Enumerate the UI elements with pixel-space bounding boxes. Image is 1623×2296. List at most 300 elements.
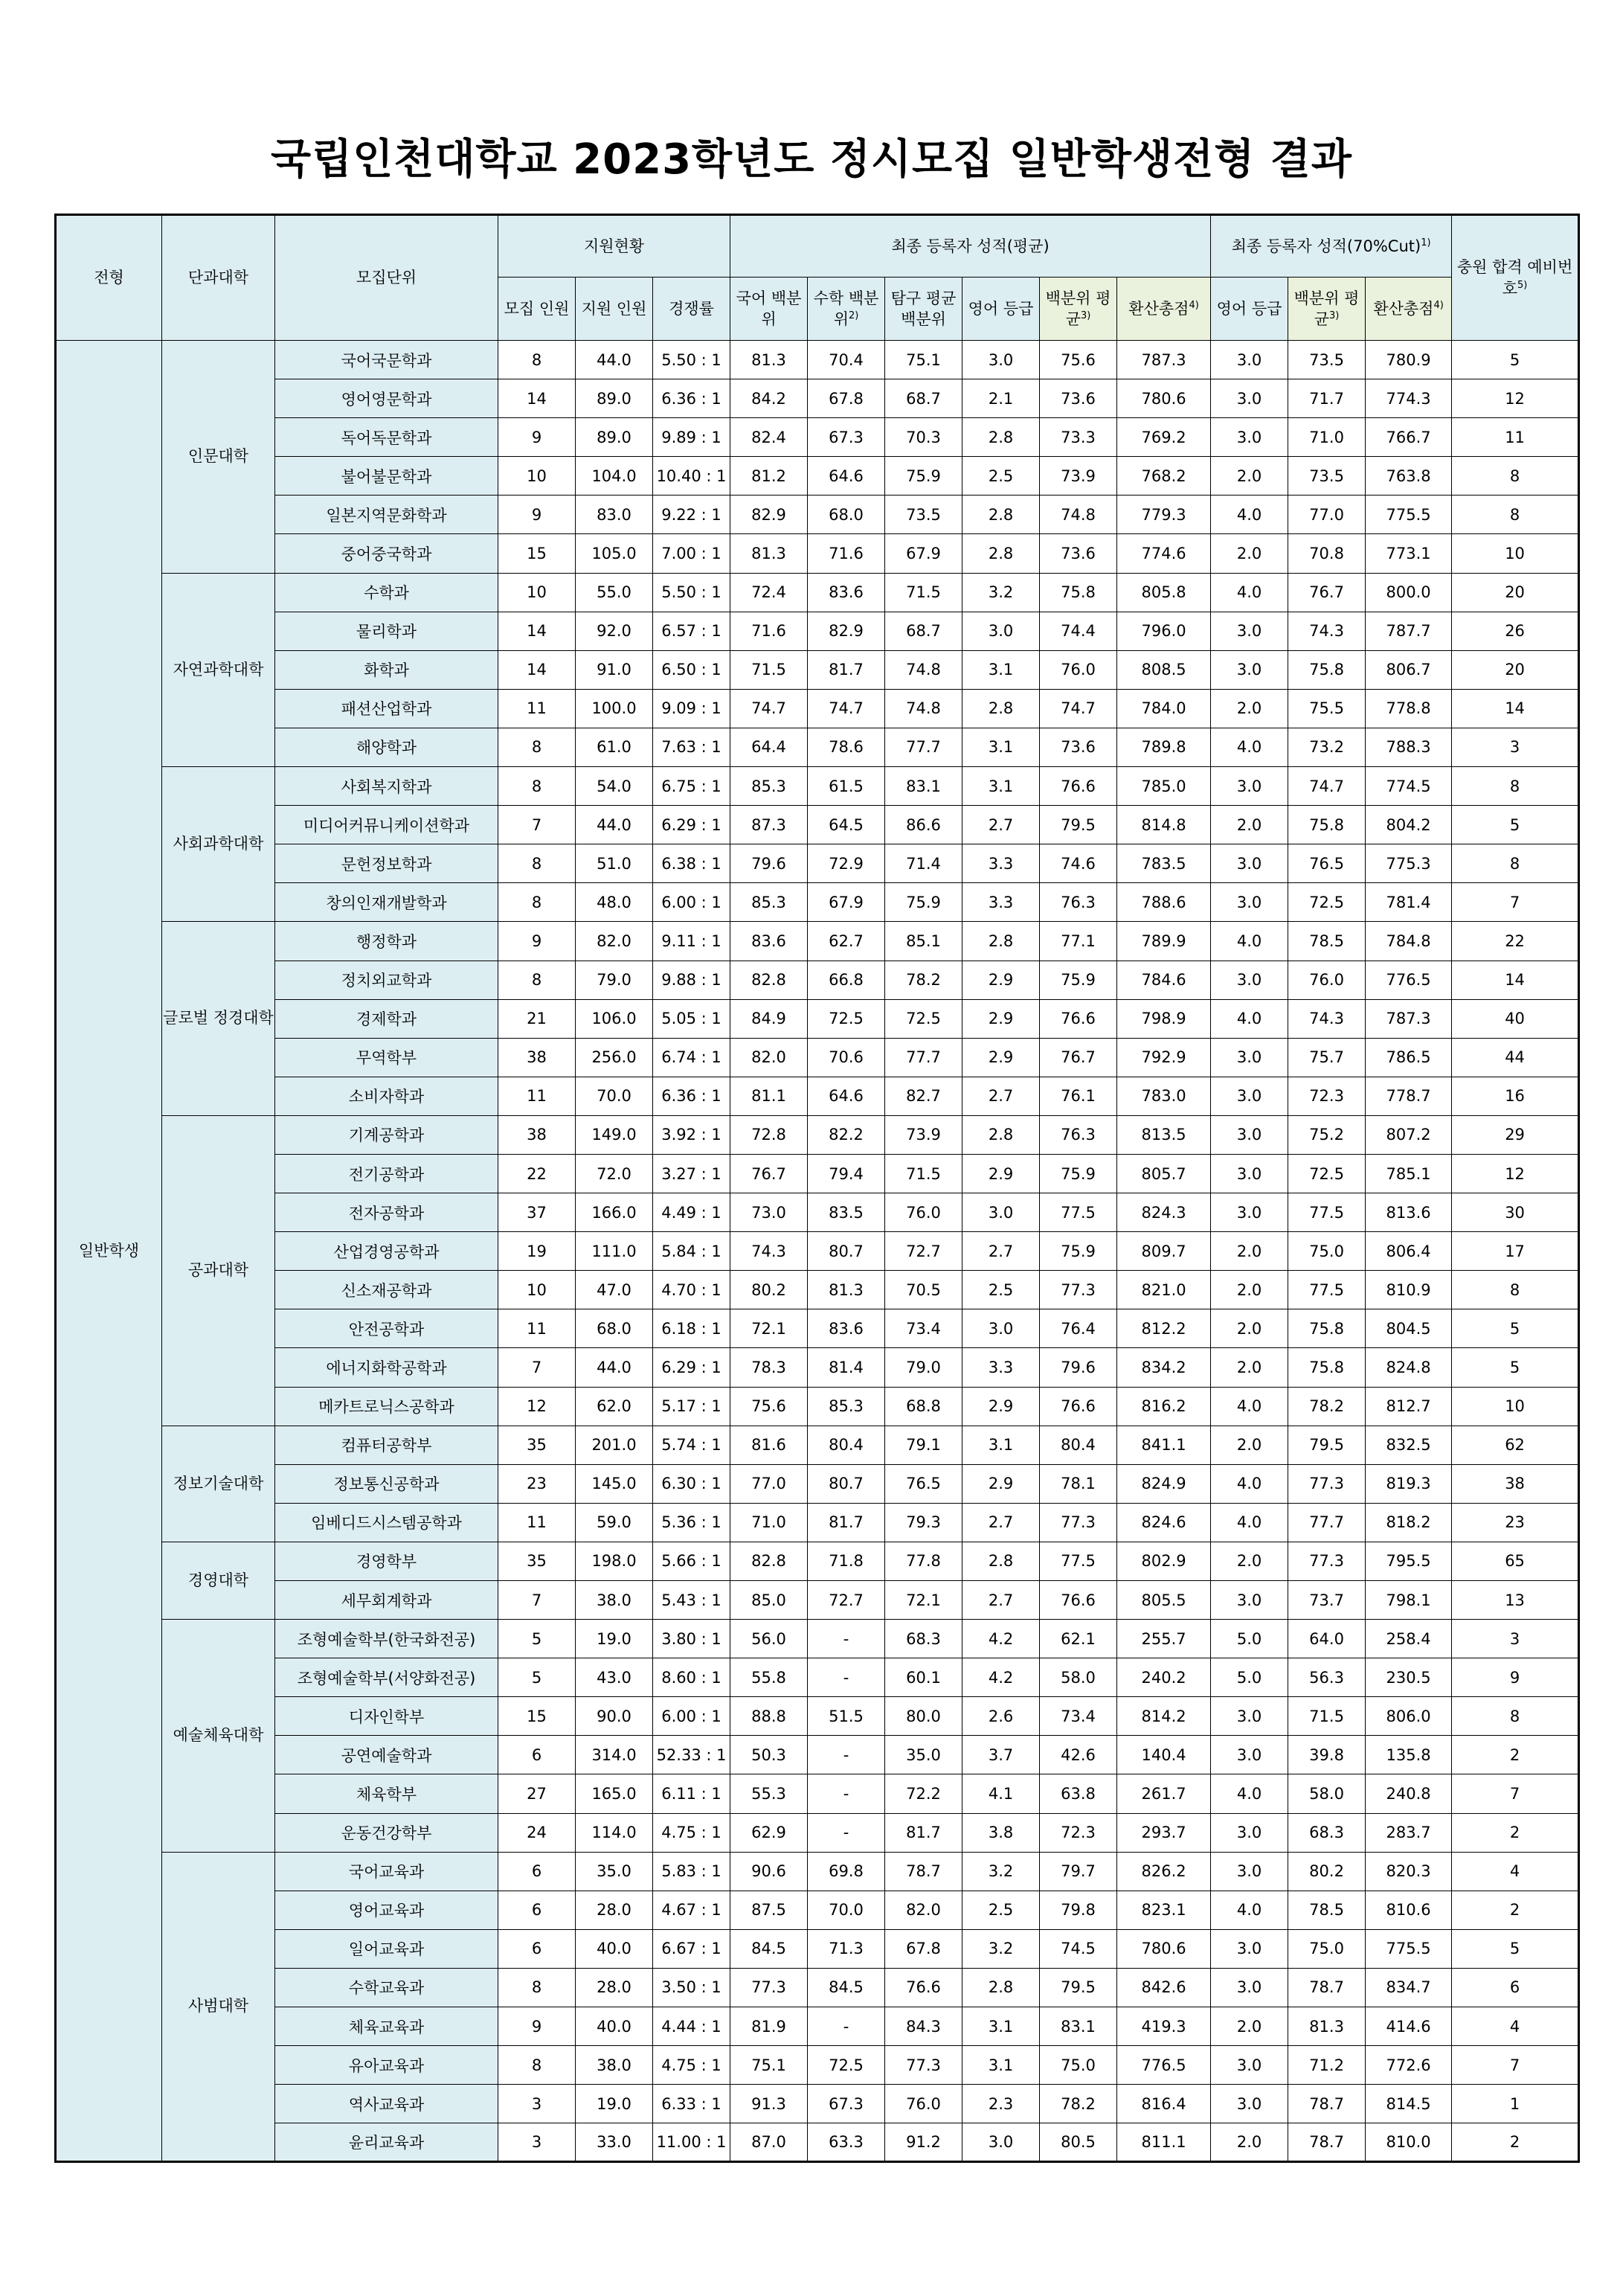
total-cell: 823.1 — [1117, 1891, 1211, 1929]
c-pct-cell: 64.0 — [1288, 1620, 1366, 1658]
explore-cell: 76.0 — [885, 1193, 962, 1232]
math-cell: 51.5 — [808, 1697, 885, 1736]
wait-cell: 4 — [1452, 2007, 1579, 2046]
explore-cell: 75.9 — [885, 883, 962, 922]
unit-cell: 일본지역문화학과 — [275, 496, 498, 534]
c-total-cell: 800.0 — [1366, 573, 1452, 612]
c-total-cell: 283.7 — [1366, 1813, 1452, 1852]
pct-cell: 80.5 — [1040, 2123, 1117, 2162]
c-pct-cell: 70.8 — [1288, 534, 1366, 573]
math-cell: 72.7 — [808, 1581, 885, 1620]
eng-cell: 3.3 — [962, 844, 1040, 883]
c-pct-cell: 77.7 — [1288, 1503, 1366, 1542]
kor-cell: 82.0 — [730, 1038, 808, 1077]
total-cell: 824.6 — [1117, 1503, 1211, 1542]
unit-cell: 국어교육과 — [275, 1852, 498, 1891]
quota-cell: 14 — [498, 612, 576, 650]
math-cell: 78.6 — [808, 728, 885, 766]
quota-cell: 8 — [498, 1968, 576, 2007]
ratio-cell: 5.05 : 1 — [653, 999, 730, 1038]
eng-cell: 2.9 — [962, 999, 1040, 1038]
total-cell: 802.9 — [1117, 1542, 1211, 1580]
applicants-cell: 62.0 — [576, 1387, 653, 1426]
college-cell: 글로벌 정경대학 — [162, 922, 275, 1115]
total-cell: 789.8 — [1117, 728, 1211, 766]
total-cell: 834.2 — [1117, 1348, 1211, 1387]
explore-cell: 72.2 — [885, 1774, 962, 1813]
pct-cell: 76.3 — [1040, 1115, 1117, 1154]
unit-cell: 수학과 — [275, 573, 498, 612]
total-cell: 784.6 — [1117, 961, 1211, 999]
total-cell: 805.5 — [1117, 1581, 1211, 1620]
wait-cell: 4 — [1452, 1852, 1579, 1891]
applicants-cell: 104.0 — [576, 457, 653, 496]
c-total-cell: 810.6 — [1366, 1891, 1452, 1929]
eng-cell: 3.0 — [962, 1193, 1040, 1232]
kor-cell: 74.3 — [730, 1232, 808, 1271]
quota-cell: 7 — [498, 1581, 576, 1620]
unit-cell: 일어교육과 — [275, 1929, 498, 1968]
applicants-cell: 38.0 — [576, 2046, 653, 2085]
ratio-cell: 7.00 : 1 — [653, 534, 730, 573]
c-total-cell: 774.3 — [1366, 379, 1452, 418]
kor-cell: 84.9 — [730, 999, 808, 1038]
c-eng-cell: 4.0 — [1211, 922, 1288, 961]
quota-cell: 35 — [498, 1426, 576, 1464]
c-total-cell: 819.3 — [1366, 1464, 1452, 1503]
wait-cell: 8 — [1452, 457, 1579, 496]
kor-cell: 64.4 — [730, 728, 808, 766]
table-row — [56, 341, 1579, 379]
c-pct-cell: 75.8 — [1288, 1348, 1366, 1387]
quota-cell: 8 — [498, 883, 576, 922]
unit-cell: 윤리교육과 — [275, 2123, 498, 2162]
unit-cell: 해양학과 — [275, 728, 498, 766]
applicants-cell: 55.0 — [576, 573, 653, 612]
explore-cell: 79.0 — [885, 1348, 962, 1387]
c-eng-cell: 3.0 — [1211, 2046, 1288, 2085]
math-cell: 84.5 — [808, 1968, 885, 2007]
wait-cell: 10 — [1452, 534, 1579, 573]
pct-cell: 73.6 — [1040, 728, 1117, 766]
c-eng-cell: 3.0 — [1211, 883, 1288, 922]
total-cell: 796.0 — [1117, 612, 1211, 650]
wait-cell: 8 — [1452, 767, 1579, 806]
c-pct-cell: 77.3 — [1288, 1542, 1366, 1580]
c-total-cell: 772.6 — [1366, 2046, 1452, 2085]
eng-cell: 2.8 — [962, 496, 1040, 534]
table-row — [56, 573, 1579, 612]
c-eng-cell: 3.0 — [1211, 1581, 1288, 1620]
college-cell: 사범대학 — [162, 1852, 275, 2162]
eng-cell: 3.0 — [962, 612, 1040, 650]
math-cell: - — [808, 1774, 885, 1813]
wait-cell: 65 — [1452, 1542, 1579, 1580]
header-applicants: 지원 인원 — [576, 278, 653, 341]
c-eng-cell: 4.0 — [1211, 1503, 1288, 1542]
applicants-cell: 33.0 — [576, 2123, 653, 2162]
quota-cell: 22 — [498, 1154, 576, 1193]
applicants-cell: 106.0 — [576, 999, 653, 1038]
math-cell: 81.4 — [808, 1348, 885, 1387]
c-total-cell: 766.7 — [1366, 418, 1452, 457]
eng-cell: 2.8 — [962, 1115, 1040, 1154]
c-pct-cell: 75.8 — [1288, 650, 1366, 689]
wait-cell: 1 — [1452, 2085, 1579, 2123]
pct-cell: 75.9 — [1040, 961, 1117, 999]
pct-cell: 79.5 — [1040, 806, 1117, 844]
quota-cell: 6 — [498, 1736, 576, 1774]
eng-cell: 4.1 — [962, 1774, 1040, 1813]
math-cell: 70.6 — [808, 1038, 885, 1077]
total-cell: 293.7 — [1117, 1813, 1211, 1852]
eng-cell: 3.2 — [962, 1852, 1040, 1891]
unit-cell: 중어중국학과 — [275, 534, 498, 573]
c-total-cell: 820.3 — [1366, 1852, 1452, 1891]
table-row — [56, 806, 1579, 844]
table-row — [56, 418, 1579, 457]
applicants-cell: 149.0 — [576, 1115, 653, 1154]
kor-cell: 71.6 — [730, 612, 808, 650]
total-cell: 768.2 — [1117, 457, 1211, 496]
ratio-cell: 8.60 : 1 — [653, 1658, 730, 1697]
ratio-cell: 4.75 : 1 — [653, 1813, 730, 1852]
quota-cell: 3 — [498, 2123, 576, 2162]
eng-cell: 2.5 — [962, 1891, 1040, 1929]
wait-cell: 10 — [1452, 1387, 1579, 1426]
total-cell: 811.1 — [1117, 2123, 1211, 2162]
header-cut-pct: 백분위 평균$^{3)}$ — [1288, 278, 1366, 341]
ratio-cell: 6.00 : 1 — [653, 1697, 730, 1736]
unit-cell: 세무회계학과 — [275, 1581, 498, 1620]
c-total-cell: 806.7 — [1366, 650, 1452, 689]
ratio-cell: 5.84 : 1 — [653, 1232, 730, 1271]
eng-cell: 2.7 — [962, 1503, 1040, 1542]
math-cell: 85.3 — [808, 1387, 885, 1426]
quota-cell: 9 — [498, 2007, 576, 2046]
header-cut-group: 최종 등록자 성적$(70\%Cut)^{1)}$ — [1211, 215, 1452, 278]
wait-cell: 3 — [1452, 728, 1579, 766]
unit-cell: 기계공학과 — [275, 1115, 498, 1154]
total-cell: 824.9 — [1117, 1464, 1211, 1503]
eng-cell: 3.8 — [962, 1813, 1040, 1852]
unit-cell: 독어독문학과 — [275, 418, 498, 457]
kor-cell: 75.6 — [730, 1387, 808, 1426]
total-cell: 805.8 — [1117, 573, 1211, 612]
ratio-cell: 11.00 : 1 — [653, 2123, 730, 2162]
c-pct-cell: 75.8 — [1288, 1309, 1366, 1348]
explore-cell: 84.3 — [885, 2007, 962, 2046]
eng-cell: 3.1 — [962, 1426, 1040, 1464]
ratio-cell: 6.75 : 1 — [653, 767, 730, 806]
c-total-cell: 832.5 — [1366, 1426, 1452, 1464]
table-row — [56, 534, 1579, 573]
explore-cell: 77.7 — [885, 728, 962, 766]
c-pct-cell: 74.7 — [1288, 767, 1366, 806]
ratio-cell: 3.80 : 1 — [653, 1620, 730, 1658]
c-eng-cell: 2.0 — [1211, 689, 1288, 728]
c-pct-cell: 74.3 — [1288, 999, 1366, 1038]
ratio-cell: 7.63 : 1 — [653, 728, 730, 766]
page-title: 국립인천대학교 2023학년도 정시모집 일반학생전형 결과 — [271, 135, 1352, 184]
table-row — [56, 1387, 1579, 1426]
kor-cell: 75.1 — [730, 2046, 808, 2085]
explore-cell: 71.5 — [885, 573, 962, 612]
unit-cell: 전기공학과 — [275, 1154, 498, 1193]
kor-cell: 81.9 — [730, 2007, 808, 2046]
c-total-cell: 784.8 — [1366, 922, 1452, 961]
wait-cell: 7 — [1452, 883, 1579, 922]
kor-cell: 81.6 — [730, 1426, 808, 1464]
ratio-cell: 6.29 : 1 — [653, 806, 730, 844]
math-cell: - — [808, 1620, 885, 1658]
c-eng-cell: 3.0 — [1211, 1154, 1288, 1193]
quota-cell: 27 — [498, 1774, 576, 1813]
applicants-cell: 201.0 — [576, 1426, 653, 1464]
kor-cell: 85.0 — [730, 1581, 808, 1620]
c-pct-cell: 68.3 — [1288, 1813, 1366, 1852]
table-row — [56, 1426, 1579, 1464]
results-table — [54, 214, 1580, 2163]
table-row — [56, 1813, 1579, 1852]
quota-cell: 10 — [498, 573, 576, 612]
c-eng-cell: 2.0 — [1211, 1232, 1288, 1271]
college-cell: 사회과학대학 — [162, 767, 275, 922]
pct-cell: 73.9 — [1040, 457, 1117, 496]
total-cell: 826.2 — [1117, 1852, 1211, 1891]
pct-cell: 74.5 — [1040, 1929, 1117, 1968]
table-body — [56, 341, 1579, 2162]
header-cut-eng: 영어 등급 — [1211, 278, 1288, 341]
explore-cell: 76.5 — [885, 1464, 962, 1503]
c-eng-cell: 3.0 — [1211, 1193, 1288, 1232]
quota-cell: 35 — [498, 1542, 576, 1580]
c-total-cell: 813.6 — [1366, 1193, 1452, 1232]
pct-cell: 76.0 — [1040, 650, 1117, 689]
table-row — [56, 1464, 1579, 1503]
c-total-cell: 788.3 — [1366, 728, 1452, 766]
c-eng-cell: 3.0 — [1211, 1813, 1288, 1852]
explore-cell: 73.9 — [885, 1115, 962, 1154]
wait-cell: 2 — [1452, 1891, 1579, 1929]
applicants-cell: 198.0 — [576, 1542, 653, 1580]
ratio-cell: 5.36 : 1 — [653, 1503, 730, 1542]
wait-cell: 12 — [1452, 379, 1579, 418]
eng-cell: 3.1 — [962, 2007, 1040, 2046]
eng-cell: 3.1 — [962, 767, 1040, 806]
explore-cell: 72.7 — [885, 1232, 962, 1271]
ratio-cell: 3.92 : 1 — [653, 1115, 730, 1154]
quota-cell: 6 — [498, 1929, 576, 1968]
quota-cell: 11 — [498, 1077, 576, 1115]
c-eng-cell: 4.0 — [1211, 999, 1288, 1038]
total-cell: 789.9 — [1117, 922, 1211, 961]
unit-cell: 미디어커뮤니케이션학과 — [275, 806, 498, 844]
c-pct-cell: 75.0 — [1288, 1929, 1366, 1968]
c-eng-cell: 3.0 — [1211, 418, 1288, 457]
explore-cell: 81.7 — [885, 1813, 962, 1852]
math-cell: - — [808, 1813, 885, 1852]
applicants-cell: 89.0 — [576, 418, 653, 457]
kor-cell: 82.9 — [730, 496, 808, 534]
table-row — [56, 1736, 1579, 1774]
applicants-cell: 166.0 — [576, 1193, 653, 1232]
explore-cell: 70.5 — [885, 1271, 962, 1309]
pct-cell: 73.6 — [1040, 379, 1117, 418]
ratio-cell: 4.75 : 1 — [653, 2046, 730, 2085]
math-cell: 72.9 — [808, 844, 885, 883]
wait-cell: 6 — [1452, 1968, 1579, 2007]
math-cell: - — [808, 1736, 885, 1774]
quota-cell: 38 — [498, 1038, 576, 1077]
c-pct-cell: 56.3 — [1288, 1658, 1366, 1697]
quota-cell: 14 — [498, 379, 576, 418]
eng-cell: 2.9 — [962, 1038, 1040, 1077]
math-cell: 63.3 — [808, 2123, 885, 2162]
c-eng-cell: 3.0 — [1211, 379, 1288, 418]
c-pct-cell: 76.7 — [1288, 573, 1366, 612]
ratio-cell: 6.00 : 1 — [653, 883, 730, 922]
applicants-cell: 44.0 — [576, 341, 653, 379]
total-cell: 783.0 — [1117, 1077, 1211, 1115]
unit-cell: 체육교육과 — [275, 2007, 498, 2046]
kor-cell: 78.3 — [730, 1348, 808, 1387]
pct-cell: 62.1 — [1040, 1620, 1117, 1658]
explore-cell: 82.7 — [885, 1077, 962, 1115]
c-eng-cell: 3.0 — [1211, 767, 1288, 806]
c-total-cell: 258.4 — [1366, 1620, 1452, 1658]
kor-cell: 73.0 — [730, 1193, 808, 1232]
c-total-cell: 780.9 — [1366, 341, 1452, 379]
eng-cell: 3.0 — [962, 1309, 1040, 1348]
unit-cell: 역사교육과 — [275, 2085, 498, 2123]
college-cell: 경영대학 — [162, 1542, 275, 1619]
c-total-cell: 785.1 — [1366, 1154, 1452, 1193]
c-pct-cell: 77.5 — [1288, 1271, 1366, 1309]
pct-cell: 83.1 — [1040, 2007, 1117, 2046]
total-cell: 792.9 — [1117, 1038, 1211, 1077]
math-cell: 80.4 — [808, 1426, 885, 1464]
applicants-cell: 91.0 — [576, 650, 653, 689]
ratio-cell: 6.36 : 1 — [653, 379, 730, 418]
total-cell: 776.5 — [1117, 2046, 1211, 2085]
table-row — [56, 1581, 1579, 1620]
eng-cell: 2.1 — [962, 379, 1040, 418]
c-pct-cell: 75.0 — [1288, 1232, 1366, 1271]
c-pct-cell: 72.5 — [1288, 1154, 1366, 1193]
c-eng-cell: 2.0 — [1211, 2007, 1288, 2046]
unit-cell: 운동건강학부 — [275, 1813, 498, 1852]
table-row — [56, 1193, 1579, 1232]
ratio-cell: 5.74 : 1 — [653, 1426, 730, 1464]
pct-cell: 76.6 — [1040, 1387, 1117, 1426]
c-pct-cell: 80.2 — [1288, 1852, 1366, 1891]
college-cell: 자연과학대학 — [162, 573, 275, 766]
ratio-cell: 5.43 : 1 — [653, 1581, 730, 1620]
applicants-cell: 43.0 — [576, 1658, 653, 1697]
c-eng-cell: 3.0 — [1211, 1968, 1288, 2007]
ratio-cell: 6.30 : 1 — [653, 1464, 730, 1503]
pct-cell: 72.3 — [1040, 1813, 1117, 1852]
wait-cell: 30 — [1452, 1193, 1579, 1232]
header-explore: 탐구 평균 백분위 — [885, 278, 962, 341]
eng-cell: 3.1 — [962, 650, 1040, 689]
quota-cell: 5 — [498, 1620, 576, 1658]
c-total-cell: 824.8 — [1366, 1348, 1452, 1387]
kor-cell: 85.3 — [730, 767, 808, 806]
explore-cell: 74.8 — [885, 650, 962, 689]
wait-cell: 8 — [1452, 1697, 1579, 1736]
ratio-cell: 9.88 : 1 — [653, 961, 730, 999]
eng-cell: 3.1 — [962, 2046, 1040, 2085]
quota-cell: 10 — [498, 1271, 576, 1309]
unit-cell: 정치외교학과 — [275, 961, 498, 999]
c-total-cell: 775.3 — [1366, 844, 1452, 883]
pct-cell: 76.3 — [1040, 883, 1117, 922]
eng-cell: 2.9 — [962, 1387, 1040, 1426]
pct-cell: 79.8 — [1040, 1891, 1117, 1929]
c-eng-cell: 3.0 — [1211, 1077, 1288, 1115]
math-cell: 80.7 — [808, 1232, 885, 1271]
applicants-cell: 47.0 — [576, 1271, 653, 1309]
kor-cell: 62.9 — [730, 1813, 808, 1852]
eng-cell: 3.2 — [962, 1929, 1040, 1968]
math-cell: 83.5 — [808, 1193, 885, 1232]
college-cell: 정보기술대학 — [162, 1426, 275, 1542]
applicants-cell: 48.0 — [576, 883, 653, 922]
c-total-cell: 798.1 — [1366, 1581, 1452, 1620]
unit-cell: 유아교육과 — [275, 2046, 498, 2085]
c-pct-cell: 73.5 — [1288, 341, 1366, 379]
c-eng-cell: 3.0 — [1211, 1736, 1288, 1774]
table-row — [56, 379, 1579, 418]
c-total-cell: 414.6 — [1366, 2007, 1452, 2046]
ratio-cell: 6.11 : 1 — [653, 1774, 730, 1813]
ratio-cell: 5.50 : 1 — [653, 573, 730, 612]
total-cell: 824.3 — [1117, 1193, 1211, 1232]
ratio-cell: 6.38 : 1 — [653, 844, 730, 883]
total-cell: 784.0 — [1117, 689, 1211, 728]
pct-cell: 75.9 — [1040, 1232, 1117, 1271]
explore-cell: 71.5 — [885, 1154, 962, 1193]
table-row — [56, 1154, 1579, 1193]
total-cell: 798.9 — [1117, 999, 1211, 1038]
explore-cell: 74.8 — [885, 689, 962, 728]
quota-cell: 8 — [498, 2046, 576, 2085]
pct-cell: 77.3 — [1040, 1503, 1117, 1542]
applicants-cell: 83.0 — [576, 496, 653, 534]
ratio-cell: 5.66 : 1 — [653, 1542, 730, 1580]
unit-cell: 무역학부 — [275, 1038, 498, 1077]
ratio-cell: 9.22 : 1 — [653, 496, 730, 534]
applicants-cell: 19.0 — [576, 1620, 653, 1658]
quota-cell: 8 — [498, 961, 576, 999]
applicants-cell: 44.0 — [576, 1348, 653, 1387]
unit-cell: 정보통신공학과 — [275, 1464, 498, 1503]
c-pct-cell: 73.2 — [1288, 728, 1366, 766]
c-eng-cell: 2.0 — [1211, 1348, 1288, 1387]
c-eng-cell: 3.0 — [1211, 650, 1288, 689]
c-total-cell: 806.0 — [1366, 1697, 1452, 1736]
wait-cell: 20 — [1452, 650, 1579, 689]
pct-cell: 80.4 — [1040, 1426, 1117, 1464]
explore-cell: 68.7 — [885, 612, 962, 650]
eng-cell: 4.2 — [962, 1658, 1040, 1697]
quota-cell: 7 — [498, 1348, 576, 1387]
applicants-cell: 38.0 — [576, 1581, 653, 1620]
math-cell: 64.5 — [808, 806, 885, 844]
c-eng-cell: 2.0 — [1211, 1426, 1288, 1464]
